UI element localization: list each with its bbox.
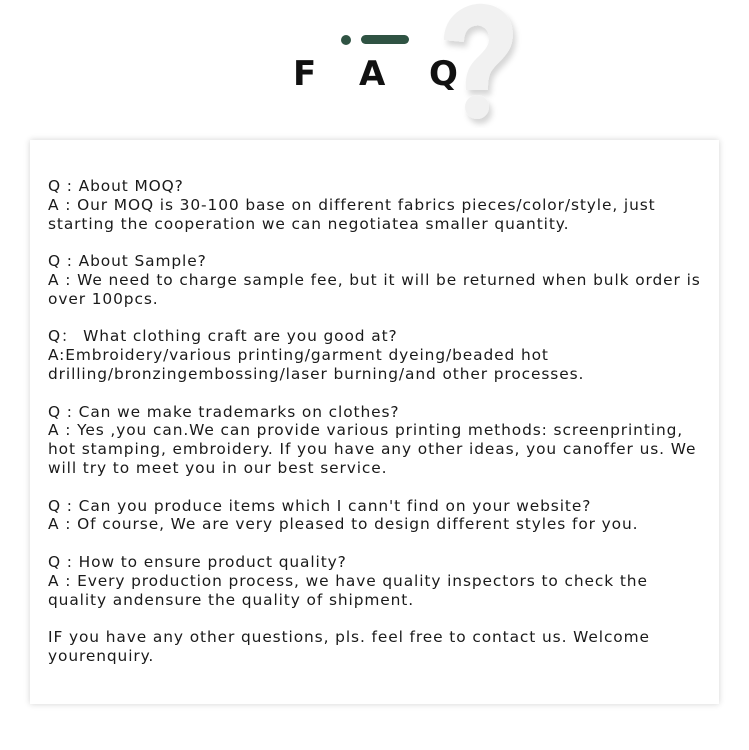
faq-question: Q : About Sample? <box>48 252 207 271</box>
faq-card <box>30 140 719 704</box>
faq-question: Q : How to ensure product quality? <box>48 552 347 571</box>
faq-question: Q : About MOQ? <box>48 177 184 195</box>
faq-letter-a: A <box>359 54 386 94</box>
faq-answer: A : Yes ,you can.We can provide various printing methods: screenprinting, hot stamping, embroidery. If you have any other ideas, you canoffer us. We will try to meet you in our best service. <box>48 421 703 477</box>
faq-letter-q: Q <box>429 54 458 94</box>
faq-item-custom-items <box>48 497 708 535</box>
faq-content <box>48 177 708 685</box>
closing-text: IF you have any other questions, pls. feel free to contact us. Welcome yourenquiry. <box>48 628 656 665</box>
faq-answer: A : Of course, We are very pleased to design different styles for you. <box>48 515 639 534</box>
faq-item-trademarks <box>48 403 708 478</box>
faq-question: Q : Can we make trademarks on clothes? <box>48 402 400 421</box>
decorative-dot <box>341 35 351 45</box>
faq-question: Q : Can you produce items which I cann't find on your website? <box>48 496 592 515</box>
faq-answer: A : Our MOQ is 30-100 base on different fabrics pieces/color/style, just starting the cooperation we can negotiatea smaller quantity. <box>48 195 662 233</box>
faq-item-craft <box>48 327 708 383</box>
faq-answer: A : We need to charge sample fee, but it will be returned when bulk order is over 100pcs. <box>48 270 707 308</box>
faq-closing-note <box>48 628 708 666</box>
faq-answer: A:Embroidery/various printing/garment dyeing/beaded hot drilling/bronzingembossing/laser burning/and other processes. <box>48 346 585 383</box>
faq-letter-f: F <box>293 54 317 94</box>
decorative-bar <box>361 35 409 44</box>
faq-item-sample <box>48 252 708 308</box>
faq-question: Q： What clothing craft are you good at? <box>48 327 398 346</box>
faq-header <box>0 0 749 130</box>
faq-item-quality <box>48 553 708 609</box>
faq-answer: A : Every production process, we have quality inspectors to check the quality andensure the quality of shipment. <box>48 571 654 609</box>
faq-item-moq <box>48 177 708 233</box>
